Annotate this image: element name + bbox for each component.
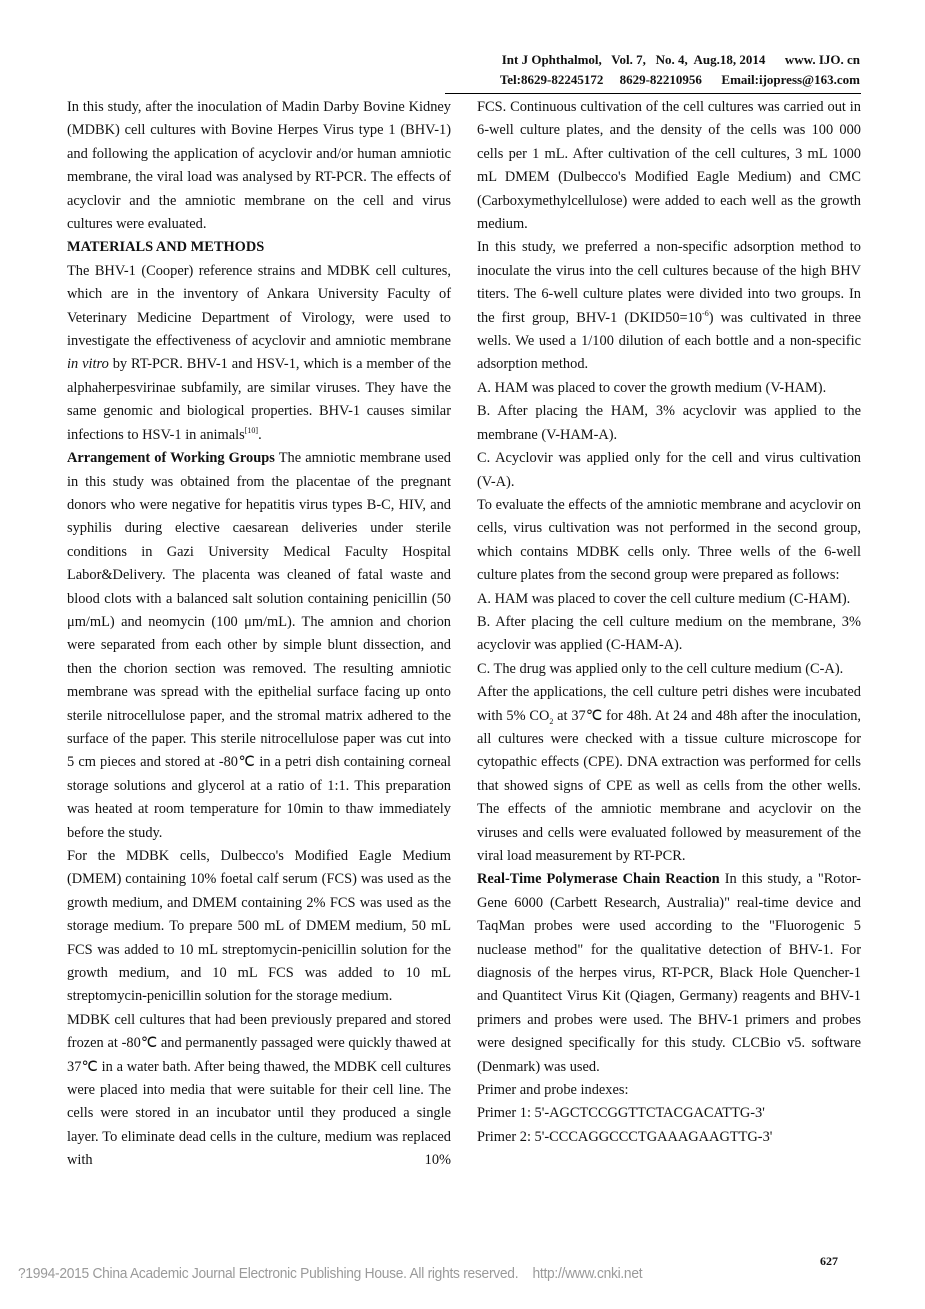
list-item: A. HAM was placed to cover the growth medium (V-HAM). [477,379,827,396]
primer-2: Primer 2: 5'-CCCAGGCCCTGAAAGAAGTTG-3' [477,1128,773,1145]
section-heading: MATERIALS AND METHODS [67,239,265,256]
inoculation-paragraph: In this study, we preferred a non-specific adsorption method to inoculate the virus into the cell cultures because of the high BHV titers. The 6-well culture plates were divided into two groups. In the first group, BHV-1 $(DKID50=10^{-6})$ was cultivated in three wells. We used a 1/100 dilution of each bottle and a non-specific adsorption method. [477,239,861,373]
page-number: 627 [820,1254,838,1268]
working-groups-paragraph: Arrangement of Working Groups The amniotic membrane used in this study was obtained from the placentae of the pregnant donors who were negative for hepatitis virus types B-C, HIV, and syphilis during elective caesarean deliveries under sterile conditions in Gazi University Medical Faculty Hospital Labor&Delivery. The placenta was cleaned of fatal waste and blood clots with a balanced salt solution containing penicillin (50 μm/mL) and neomycin (100 μm/mL). The amnion and chorion were separated from each other by simple blunt dissection, and then the chorion section was removed. The resulting amniotic membrane was spread with the epithelial surface facing up onto sterile nitrocellulose paper, and the stromal matrix adhered to the surface of the paper. This sterile nitrocellulose paper was cut into 5 cm pieces and stored at -80℃ in a petri dish containing corneal storage solutions and glycerol at a ratio of 1:1. This preparation was heated at room temperature for 10min to thaw immediately before the study. [67,450,451,841]
journal-citation: Int J Ophthalmol, Vol. 7, No. 4, Aug.18, 2014 www. IJO. cn [501,52,860,67]
left-column [67,96,451,1173]
primer-1: Primer 1: 5'-AGCTCCGGTTCTACGACATTG-3' [477,1105,765,1122]
primer-heading: Primer and probe indexes: [477,1082,629,1099]
mdbk-paragraph: MDBK cell cultures that had been previously prepared and stored frozen at -80℃ and permanently passaged were quickly thawed at 37℃ in a water bath. After being thawed, the MDBK cell cultures were placed into media that were suitable for their cell line. The cells were stored in an incubator until they produced a single layer. To eliminate dead cells in the culture, medium was replaced with 10% [67,1011,451,1169]
incubation-paragraph: After the applications, the cell culture petri dishes were incubated with 5% $CO_2$ at 37℃ for 48h. At 24 and 48h after the inoculation, all cultures were checked with a tissue culture microscope for cytopathic effects (CPE). DNA extraction was performed for cells that showed signs of CPE as well as cells from the other wells. The effects of the amniotic membrane and acyclovir on the viruses and cells were evaluated followed by measurement of the viral load measurement by RT-PCR. [477,684,861,864]
right-column [477,96,861,1149]
intro-paragraph: In this study, after the inoculation of Madin Darby Bovine Kidney (MDBK) cell cultures with Bovine Herpes Virus type 1 (BHV-1) and following the application of acyclovir and/or human amniotic membrane, the viral load was analysed by RT-PCR. The effects of acyclovir and the amniotic membrane on the cell and virus cultures were evaluated. [67,99,451,233]
list-item: B. After placing the cell culture medium on the membrane, 3% acyclovir was applied (C-HAM-A). [477,613,861,654]
second-group-paragraph: To evaluate the effects of the amniotic membrane and acyclovir on cells, virus cultivation was not performed in the second group, which contains MDBK cells only. Three wells of the 6-well culture plates from the second group were prepared as follows: [477,496,861,584]
running-header [500,50,860,90]
list-item: C. The drug was applied only to the cell culture medium (C-A). [477,660,844,677]
methods-paragraph: The BHV-1 (Cooper) reference strains and MDBK cell cultures, which are in the inventory of Ankara University Faculty of Veterinary Medicine Department of Virology, were used to investigate the effectiveness of acyclovir and amniotic membrane in vitro by RT-PCR. BHV-1 and HSV-1, which is a member of the alphaherpesvirinae subfamily, are similar viruses. They have the same genomic and biological properties. BHV-1 causes similar infections to HSV-1 in animals[10]. [67,262,451,443]
rt-pcr-paragraph: Real-Time Polymerase Chain Reaction In this study, a "Rotor-Gene 6000 (Carbett Research, Australia)" real-time device and TaqMan probes were used according to the "Fluorogenic 5 nuclease method" for the qualitative detection of BHV-1. For diagnosis of the herpes virus, RT-PCR, Black Hole Quencher-1 and Quantitect Virus Kit (Qiagen, Germany) reagents and BHV-1 primers and probes were used. The BHV-1 primers and probes were designed specifically for this study. CLCBio v5. software (Denmark) was used. [477,871,861,1075]
header-rule [445,93,861,94]
cultivation-paragraph: FCS. Continuous cultivation of the cell cultures was carried out in 6-well culture plates, and the density of the cells was 100 000 cells per 1 mL. After cultivation of the cell cultures, 3 mL 1000 mL DMEM (Dulbecco's Modified Eagle Medium) and CMC (Carboxymethylcellulose) were added to each well as the growth medium. [477,99,861,233]
subheading: Real-Time Polymerase Chain Reaction [477,871,720,888]
dmem-paragraph: For the MDBK cells, Dulbecco's Modified Eagle Medium (DMEM) containing 10% foetal calf serum (FCS) was used as the growth medium, and DMEM containing 2% FCS was used as the storage medium. To prepare 500 mL of DMEM medium, 50 mL FCS was added to 10 mL streptomycin-penicillin solution for the growth medium, and 10 mL FCS was added to 10 mL streptomycin-penicillin solution for the storage medium. [67,848,451,1005]
list-item: C. Acyclovir was applied only for the cell and virus cultivation (V-A). [477,450,861,490]
subheading: Arrangement of Working Groups [67,450,275,467]
journal-contact: Tel:8629-82245172 8629-82210956 Email:ijopress@163.com [499,72,860,87]
list-item: B. After placing the HAM, 3% acyclovir was applied to the membrane (V-HAM-A). [477,403,861,443]
list-item: A. HAM was placed to cover the cell culture medium (C-HAM). [477,590,851,607]
copyright-footer: ?1994-2015 China Academic Journal Electronic Publishing House. All rights reserved. http://www.cnki.net [18,1265,643,1282]
citation-ref: [10] [244,425,259,435]
